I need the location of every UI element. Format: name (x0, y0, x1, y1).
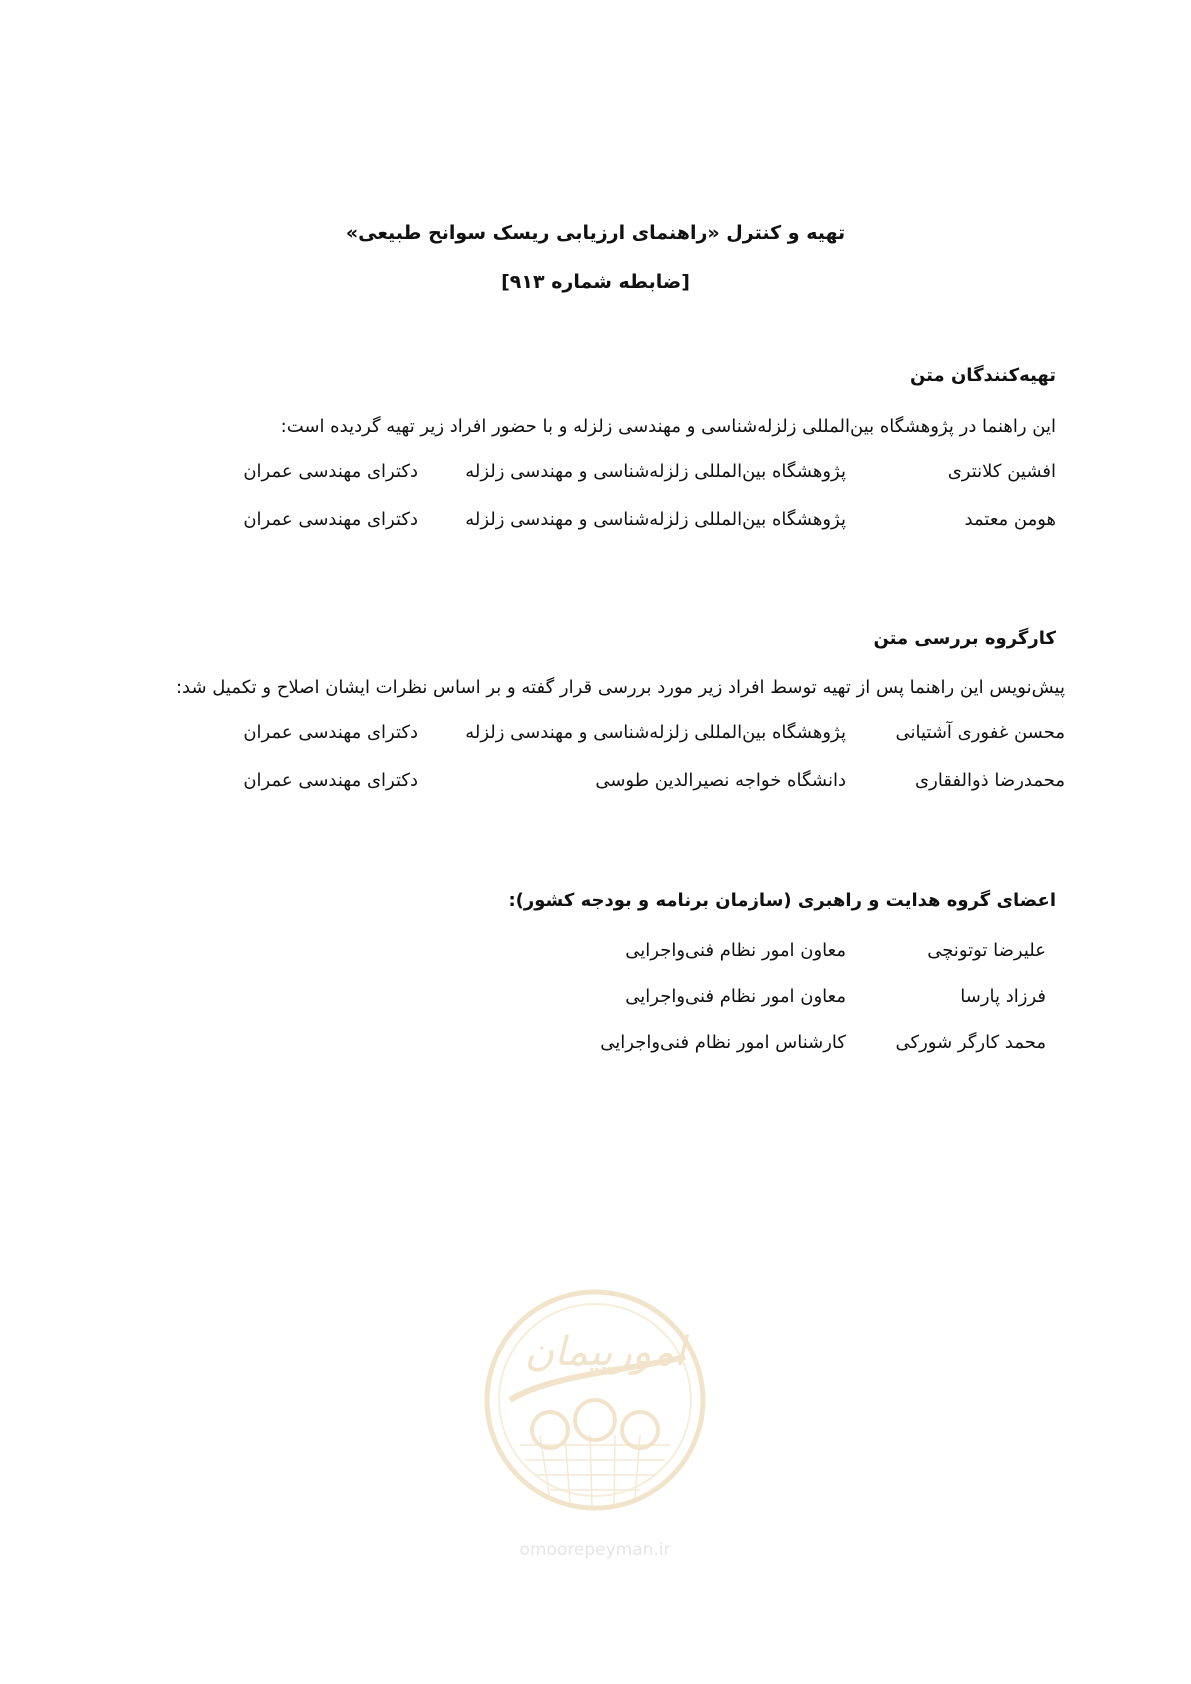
member-name: علیرضا توتونچی (927, 940, 1046, 961)
member-degree: دکترای مهندسی عمران (243, 509, 418, 530)
watermark-url: omoorepeyman.ir (519, 1540, 671, 1560)
member-name: افشین کلانتری (947, 461, 1056, 482)
member-organization: دانشگاه خواجه نصیرالدین طوسی (595, 770, 846, 791)
watermark-logo (480, 1285, 710, 1575)
preparer-row (0, 509, 1191, 539)
seal-icon (480, 1285, 710, 1575)
steering-row (0, 1032, 1191, 1062)
member-organization: پژوهشگاه بین‌المللی زلزله‌شناسی و مهندسی زلزله (465, 509, 846, 530)
steering-row (0, 940, 1191, 970)
steering-heading: اعضای گروه هدایت و راهبری (سازمان برنامه و بودجه کشور): (508, 890, 1056, 911)
preparer-row (0, 461, 1191, 491)
member-name: محسن غفوری آشتیانی (895, 722, 1065, 743)
member-degree: دکترای مهندسی عمران (243, 722, 418, 743)
preparers-intro: این راهنما در پژوهشگاه بین‌المللی زلزله‌شناسی و مهندسی زلزله و با حضور افراد زیر تهیه گردیده است: (280, 416, 1056, 437)
member-role: کارشناس امور نظام فنی‌واجرایی (600, 1032, 846, 1053)
member-organization: پژوهشگاه بین‌المللی زلزله‌شناسی و مهندسی زلزله (465, 461, 846, 482)
logo-lettering: امورپیمان (524, 1329, 686, 1375)
reviewer-row (0, 770, 1191, 800)
preparers-heading: تهیه‌کنندگان متن (909, 365, 1056, 386)
reviewers-heading: کارگروه بررسی متن (873, 628, 1056, 649)
document-title: تهیه و کنترل «راهنمای ارزیابی ریسک سوانح طبیعی» (345, 222, 846, 244)
member-name: محمدرضا ذوالفقاری (915, 770, 1065, 791)
reviewer-row (0, 722, 1191, 752)
reviewers-intro: پیش‌نویس این راهنما پس از تهیه توسط افراد زیر مورد بررسی قرار گفته و بر اساس نظرات ایشان اصلاح و تکمیل شد: (175, 677, 1065, 698)
member-degree: دکترای مهندسی عمران (243, 461, 418, 482)
steering-row (0, 986, 1191, 1016)
member-name: محمد کارگر شورکی (895, 1032, 1046, 1053)
member-name: فرزاد پارسا (960, 986, 1046, 1007)
member-degree: دکترای مهندسی عمران (243, 770, 418, 791)
member-role: معاون امور نظام فنی‌واجرایی (625, 940, 846, 961)
member-role: معاون امور نظام فنی‌واجرایی (625, 986, 846, 1007)
document-subtitle: [ضابطه شماره ۹۱۳] (501, 271, 690, 293)
member-organization: پژوهشگاه بین‌المللی زلزله‌شناسی و مهندسی زلزله (465, 722, 846, 743)
member-name: هومن معتمد (964, 509, 1056, 530)
